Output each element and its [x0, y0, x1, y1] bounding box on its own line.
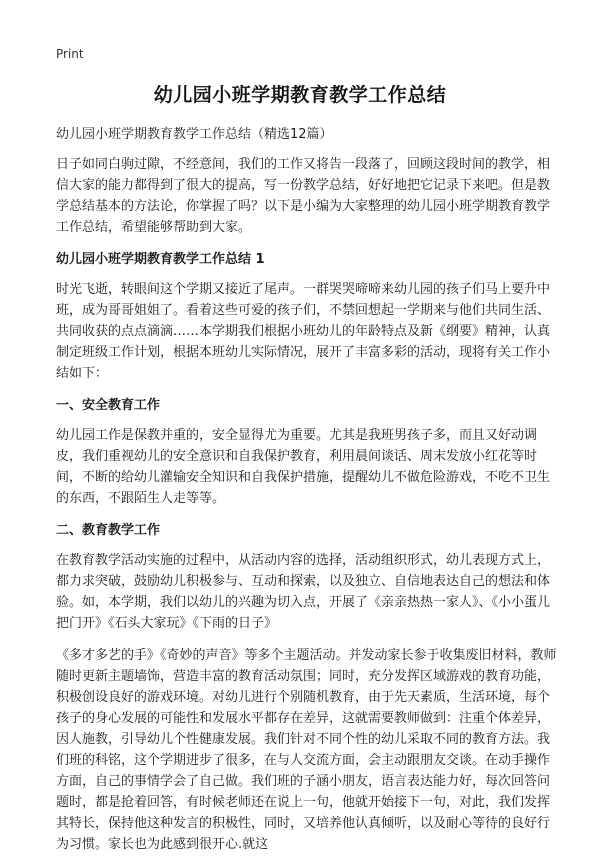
section-title: 幼儿园小班学期教育教学工作总结 1 [56, 252, 265, 267]
document-subtitle: 幼儿园小班学期教育教学工作总结（精选12篇） [56, 127, 333, 142]
document-title: 幼儿园小班学期教育教学工作总结 [153, 84, 447, 106]
heading-safety: 一、安全教育工作 [56, 398, 161, 413]
paragraph-1: 时光飞逝，转眼间这个学期又接近了尾声。一群哭哭啼啼来幼儿园的孩子们马上要升中班，成为哥哥姐姐了。看着这些可爱的孩子们，不禁回想起一学期来与他们共同生活、共同收获的点点滴滴……本学期我们根据小班幼儿的年龄特点及新《纲要》精神，认真制定班级工作计划，根据本班幼儿实际情况，展开了丰富多彩的活动，现将有关工作小结如下： [56, 282, 551, 381]
heading-teaching: 二、教育教学工作 [56, 523, 161, 538]
intro-paragraph: 日子如同白驹过隙，不经意间，我们的工作又将告一段落了，回顾这段时间的教学，相信大家的能力都得到了很大的提高，写一份教学总结，好好地把它记录下来吧。但是教学总结基本的方法论，你掌握了吗？以下是小编为大家整理的幼儿园小班学期教育教学工作总结，希望能够帮助到大家。 [56, 157, 551, 235]
paragraph-4: 《多才多艺的手》《奇妙的声音》等多个主题活动。并发动家长参于收集废旧材料，教师随时更新主题墙饰，营造丰富的教育活动氛围；同时，充分发挥区域游戏的教育功能，积极创设良好的游戏环境。对幼儿进行个别随机教育，由于先天素质，生活环境，每个孩子的身心发展的可能性和发展水平都存在差异，这就需要教师做到：注重个体差异，因人施教，引导幼儿个性健康发展。我们针对不同个性的幼儿采取不同的教育方法。我们班的科铭，这个学期进步了很多，在与人交流方面，会主动跟朋友交谈。在动手操作方面，自己的事情学会了自己做。我们班的子涵小朋友，语言表达能力好，每次回答问题时，都是抢着回答，有时候老师还在说上一句，他就开始接下一句，对此，我们发挥其特长，保持他这种发言的积极性，同时，又培养他认真倾听，以及耐心等待的良好行为习惯。家长也为此感到很开心.就这 [56, 648, 557, 852]
paragraph-2: 幼儿园工作是保教并重的，安全显得尤为重要。尤其是我班男孩子多，而且又好动调皮，我们重视幼儿的安全意识和自我保护教育，利用晨间谈话、周末发放小红花等时间，不断的给幼儿灌输安全知识和自我保护措施，提醒幼儿不做危险游戏，不吃不卫生的东西，不跟陌生人走等等。 [56, 428, 551, 506]
paragraph-3: 在教育教学活动实施的过程中，从活动内容的选择，活动组织形式，幼儿表现方式上，都力求突破，鼓励幼儿积极参与、互动和探索，以及独立、自信地表达自己的想法和体验。如，本学期，我们以幼儿的兴趣为切入点，开展了《亲亲热热一家人》、《小小蛋儿把门开》《石头大家玩》《下雨的日子》 [56, 553, 551, 631]
document-body [56, 124, 560, 866]
print-label[interactable]: Print [56, 47, 84, 61]
